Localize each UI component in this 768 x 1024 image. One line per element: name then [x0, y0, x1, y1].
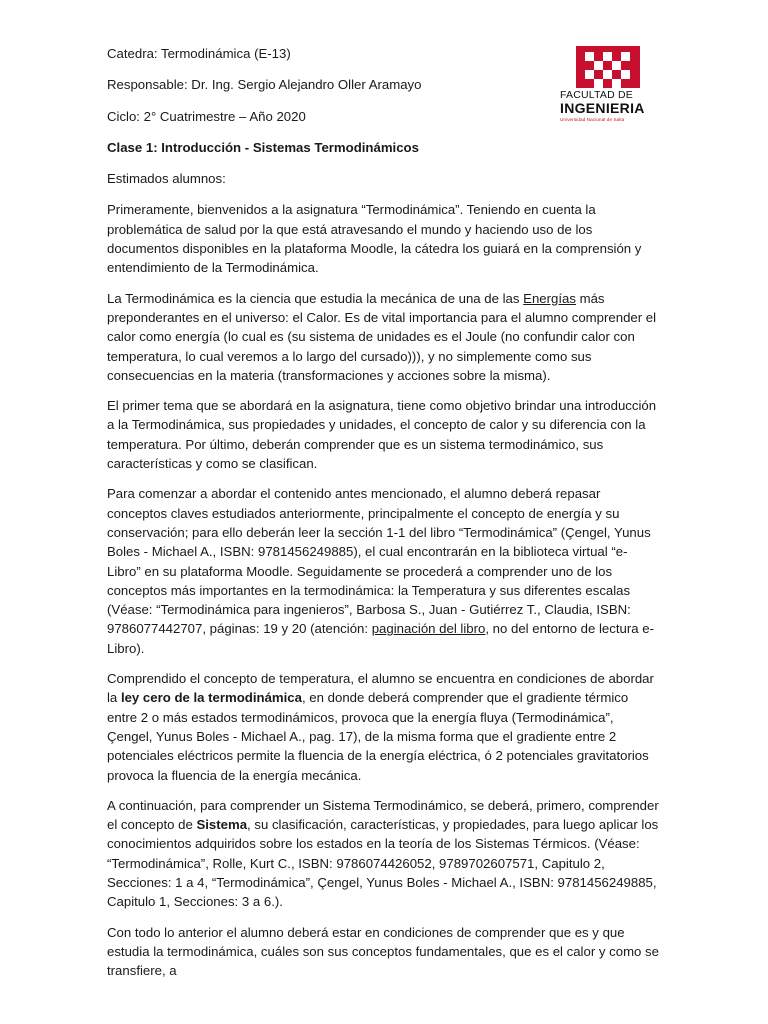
- paragraph-system: [107, 796, 659, 912]
- paragraph-definition-a: La Termodinámica es la ciencia que estudia la mecánica de una de las: [107, 290, 524, 306]
- class-title-text: Clase 1: Introducción - Sistemas Termodinámicos: [107, 139, 419, 155]
- paragraph-welcome: Primeramente, bienvenidos a la asignatura “Termodinámica”. Teniendo en cuenta la problemática de salud por la que está atravesando el mundo y haciendo uso de los documentos disponibles en la plataforma Moodle, la cátedra los guiará en la comprensión y entendimiento de la Termodinámica.: [107, 202, 642, 276]
- document-body: [107, 44, 659, 991]
- paragraph-definition-b: más preponderantes en el universo: el Calor. Es de vital importancia para el alumno comprender el calor como energía (lo cual es (su sistema de unidades es el Joule (no confundir calor con temperatura, lo cual veremos a lo largo del cursado))), y no simplemente como sus consecuencias en la materia (transformaciones y acciones sobre la misma).: [107, 290, 657, 383]
- paragraph-energy-review-a: Para comenzar a abordar el contenido antes mencionado, el alumno deberá repasar conceptos claves estudiados anteriormente, principalmente el concepto de energía y su conservación; para ello deberán leer la sección 1-1 del libro “Termodinámica” (Çengel, Yunus Boles - Michael A., ISBN: 9781456249885), el cual encontrarán en la biblioteca virtual “e-Libro” en su plataforma Moodle. Seguidamente se procederá a comprender uno de los conceptos más importantes en la termodinámica: la Temperatura y sus diferentes escalas (Véase: “Termodinámica para ingenieros”, Barbosa S., Juan - Gutiérrez T., Claudia, ISBN: 9786077442707, páginas: 19 y 20 (atención:: [107, 486, 651, 637]
- paragraph-definition: [107, 289, 659, 385]
- paginacion-link[interactable]: paginación del libro: [371, 621, 486, 637]
- paragraph-zeroth-law-a: Comprendido el concepto de temperatura, el alumno se encuentra en condiciones de abordar la: [107, 671, 654, 706]
- zeroth-law-term: ley cero de la termodinámica: [120, 690, 302, 706]
- paragraph-system-a: A continuación, para comprender un Sistema Termodinámico, se deberá, primero, comprender el concepto de: [107, 797, 659, 833]
- paragraph-energy-review-b: , no del entorno de lectura e-Libro).: [107, 621, 654, 656]
- energias-link[interactable]: Energías: [523, 290, 576, 306]
- paragraph-zeroth-law-b: , en donde deberá comprender que el gradiente térmico entre 2 o más estados termodinámicos, provoca que la energía fluya (Termodinámica”, Çengel, Yunus Boles - Michael A., pag. 17), de la misma forma que el gradiente entre 2 potenciales eléctricos permite la fluencia de la energía eléctrica, ó 2 potenciales gravitatorios provoca la fluencia de la energía mecánica.: [107, 690, 649, 783]
- paragraph-first-topic: El primer tema que se abordará en la asignatura, tiene como objetivo brindar una introducción a la Termodinámica, sus propiedades y unidades, el concepto de calor y su diferencia con la temperatura. Por último, deberán comprender que es un sistema termodinámico, sus características y como se clasifican.: [107, 398, 657, 472]
- paragraph-zeroth-law: [107, 669, 659, 785]
- logo-line-universidad: Universidad Nacional de Salta: [560, 117, 625, 122]
- greeting: Estimados alumnos:: [107, 171, 226, 187]
- ciclo-line: Ciclo: 2° Cuatrimestre – Año 2020: [107, 108, 306, 124]
- logo-line-ingenieria: INGENIERIA: [560, 100, 645, 116]
- paragraph-energy-review: [107, 484, 659, 658]
- catedra-line: Catedra: Termodinámica (E-13): [107, 46, 291, 61]
- paragraph-system-b: , su clasificación, características, y propiedades, para luego aplicar los conocimientos adquiridos sobre los estados en la teoría de los Sistemas Térmicos. (Véase: “Termodinámica”, Rolle, Kurt C., ISBN: 9786074426052, 9789702607571, Capitulo 2, Secciones: 1 a 4, “Termodinámica”, Çengel, Yunus Boles - Michael A., ISBN: 9781456249885, Capitulo 1, Secciones: 3 a 6.).: [107, 817, 659, 910]
- responsable-line: Responsable: Dr. Ing. Sergio Alejandro Oller Aramayo: [107, 77, 422, 93]
- logo-line-facultad: FACULTAD DE: [560, 89, 633, 101]
- class-title: [107, 138, 659, 157]
- paragraph-conclusion: Con todo lo anterior el alumno deberá estar en condiciones de comprender que es y que estudia la termodinámica, cuáles son sus conceptos fundamentales, que es el calor y como se transfiere, a: [107, 924, 659, 979]
- system-term: Sistema: [196, 817, 248, 833]
